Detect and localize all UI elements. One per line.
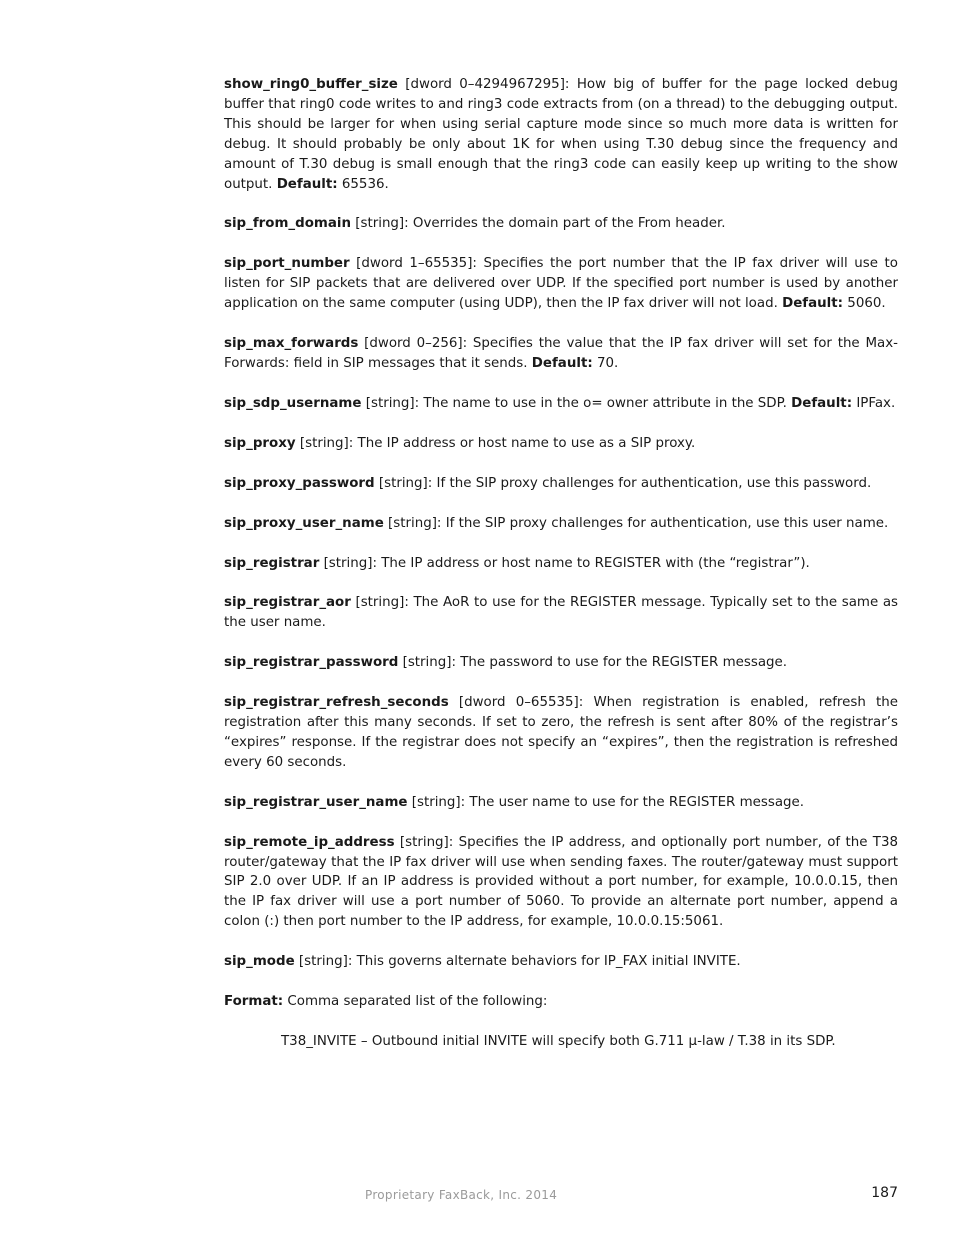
- document-body: [224, 75, 898, 1072]
- setting-name: Format:: [224, 994, 284, 1010]
- setting-entry: [224, 833, 898, 933]
- setting-description: [dword 0–256]: Specifies the value that the IP fax driver will set for the Max-Forwards: field in SIP messages that it sends.: [224, 336, 898, 371]
- setting-name: sip_port_number: [224, 256, 350, 272]
- setting-entry: [224, 334, 898, 374]
- setting-entry: [224, 653, 898, 673]
- setting-entry: [224, 952, 898, 972]
- setting-entry: [224, 793, 898, 813]
- setting-description: [string]: This governs alternate behaviors for IP_FAX initial INVITE.: [294, 954, 741, 970]
- setting-name: sip_registrar_aor: [224, 595, 351, 611]
- setting-description: [string]: The password to use for the REGISTER message.: [398, 655, 788, 671]
- setting-name: sip_registrar_user_name: [224, 794, 408, 810]
- setting-description: [string]: If the SIP proxy challenges for authentication, use this user name.: [383, 515, 889, 531]
- default-value: 5060.: [843, 296, 886, 312]
- setting-name: sip_remote_ip_address: [224, 834, 395, 850]
- setting-name: sip_proxy_user_name: [224, 515, 384, 531]
- setting-description: [string]: If the SIP proxy challenges for authentication, use this password.: [374, 475, 872, 491]
- setting-description: [dword 1–65535]: Specifies the port number that the IP fax driver will use to listen for SIP packets that are delivered over UDP. If the specified port number is used by another application on the same computer (using UDP), then the IP fax driver will not load.: [224, 256, 898, 312]
- setting-description: [string]: Overrides the domain part of the From header.: [351, 216, 726, 232]
- setting-name: sip_registrar: [224, 555, 320, 571]
- setting-description: [dword 0–4294967295]: How big of buffer for the page locked debug buffer that ring0 code writes to and ring3 code extracts from (on a thread) to the debugging output. This should be larger for when using serial capture mode since so much more data is written for debug. It should probably be only about 1K for when using T.30 debug since the frequency and amount of T.30 debug is small enough that the ring3 code can easily keep up writing to the show output.: [224, 77, 898, 192]
- default-label: Default:: [791, 395, 853, 411]
- page-number: 187: [871, 1185, 898, 1201]
- format-option-item: T38_INVITE – Outbound initial INVITE will specify both G.711 µ-law / T.38 in its SDP.: [281, 1034, 836, 1049]
- default-label: Default:: [531, 355, 593, 371]
- setting-name: sip_proxy_password: [224, 475, 375, 491]
- setting-name: sip_max_forwards: [224, 336, 359, 352]
- setting-name: sip_registrar_password: [224, 655, 399, 671]
- setting-entry: [224, 75, 898, 194]
- setting-name: sip_from_domain: [224, 216, 352, 232]
- default-label: Default:: [276, 176, 338, 192]
- setting-description: [string]: The user name to use for the REGISTER message.: [407, 794, 805, 810]
- setting-entry: [224, 693, 898, 773]
- default-value: 65536.: [337, 176, 389, 192]
- default-value: IPFax.: [852, 395, 896, 411]
- setting-entry: [224, 593, 898, 633]
- setting-entry: [224, 554, 898, 574]
- default-value: 70.: [592, 355, 619, 371]
- setting-name: sip_registrar_refresh_seconds: [224, 695, 449, 711]
- setting-description: [dword 0–65535]: When registration is enabled, refresh the registration after this many seconds. If set to zero, the refresh is sent after 80% of the registrar’s “expires” response. If the registrar does not specify an “expires”, then the registration is refreshed every 60 seconds.: [224, 695, 898, 770]
- setting-description: Comma separated list of the following:: [283, 994, 548, 1010]
- footer-copyright: Proprietary FaxBack, Inc. 2014: [365, 1188, 558, 1202]
- setting-entry: [224, 434, 898, 454]
- setting-entry: [224, 254, 898, 314]
- setting-entry: [224, 394, 898, 414]
- setting-description: [string]: The IP address or host name to REGISTER with (the “registrar”).: [319, 555, 810, 571]
- setting-description: [string]: The AoR to use for the REGISTER message. Typically set to the same as the user name.: [224, 595, 898, 631]
- setting-entry: [224, 474, 898, 494]
- setting-entry: [224, 514, 898, 534]
- setting-name: sip_sdp_username: [224, 395, 362, 411]
- default-label: Default:: [782, 296, 844, 312]
- setting-description: [string]: The name to use in the o= owner attribute in the SDP.: [361, 395, 792, 411]
- setting-description: [string]: The IP address or host name to use as a SIP proxy.: [295, 435, 696, 451]
- setting-description: [string]: Specifies the IP address, and optionally port number, of the T38 router/gateway that the IP fax driver will use when sending faxes. The router/gateway must support SIP 2.0 over UDP. If an IP address is provided without a port number, for example, 10.0.0.15, then the IP fax driver will use a port number of 5060. To provide an alternate port number, append a colon (:) then port number to the IP address, for example, 10.0.0.15:5061.: [224, 834, 898, 930]
- setting-name: sip_mode: [224, 954, 295, 970]
- setting-name: show_ring0_buffer_size: [224, 77, 398, 92]
- setting-name: sip_proxy: [224, 435, 296, 451]
- setting-entry: [224, 992, 898, 1012]
- setting-entry: [224, 214, 898, 234]
